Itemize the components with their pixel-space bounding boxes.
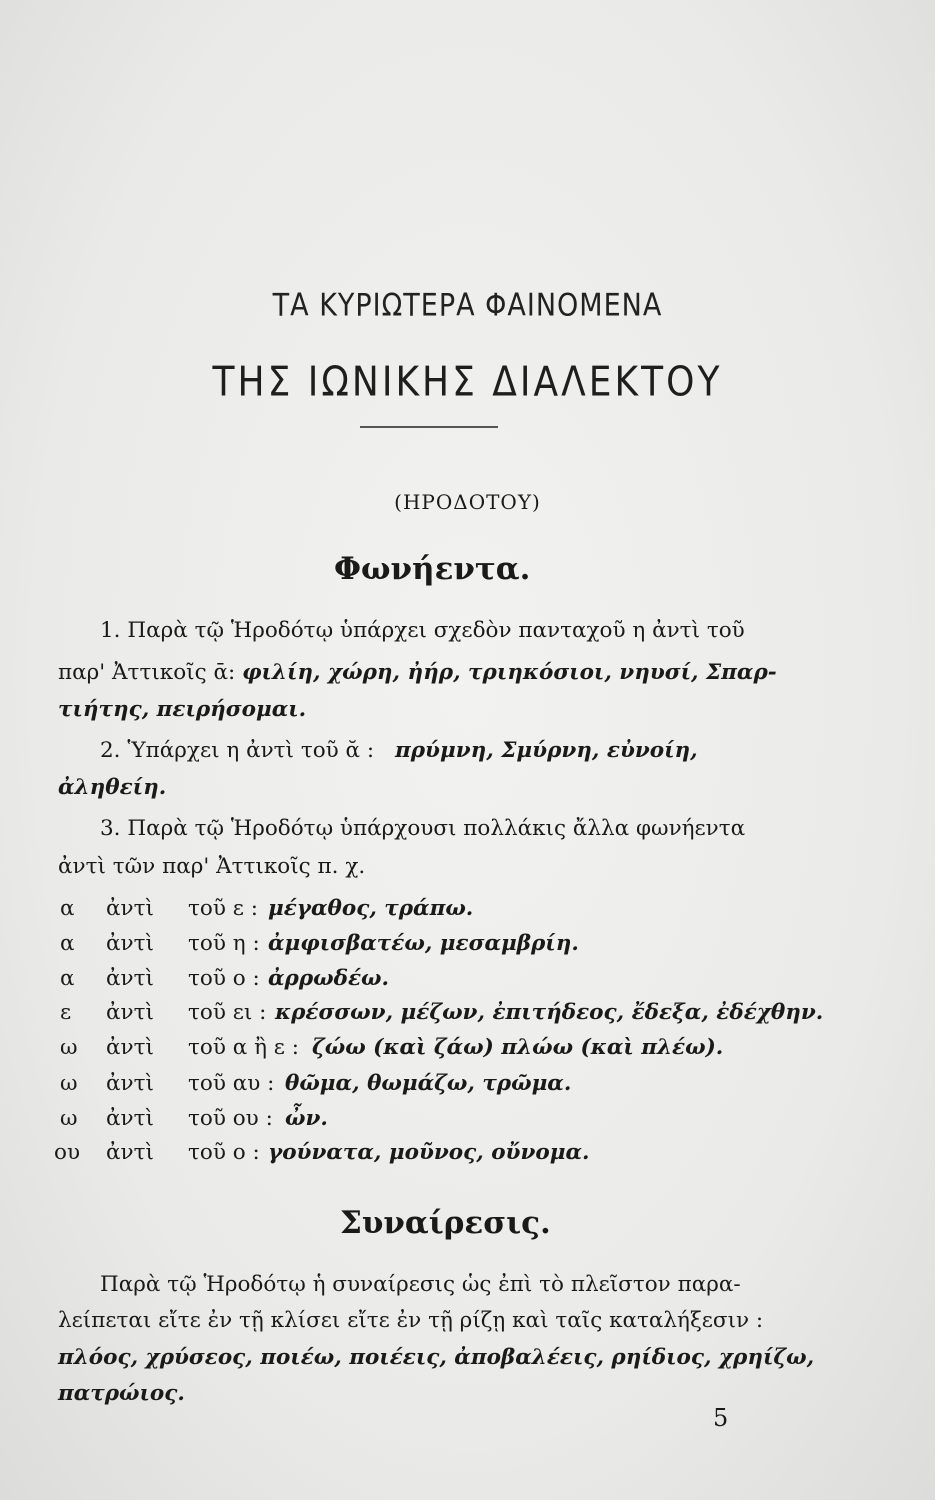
para2-line1-plain: 2. Ὑπάρχει η ἀντὶ τοῦ ᾰ : xyxy=(100,738,375,763)
row8-key: ου xyxy=(54,1140,81,1165)
para1-line2 xyxy=(58,660,777,685)
row4-anti: ἀντὶ xyxy=(106,1000,154,1025)
row2-expr: ἀμφισβατέω, μεσαμβρίη. xyxy=(268,931,579,956)
row8-anti: ἀντὶ xyxy=(106,1140,154,1165)
row4-key: ε xyxy=(60,1000,72,1025)
row1-anti: ἀντὶ xyxy=(106,896,154,921)
para3-line1: 3. Παρὰ τῷ Ἡροδότῳ ὑπάρχουσι πολλάκις ἄλλα φωνήεντα xyxy=(100,816,746,841)
para2-line1 xyxy=(100,738,698,763)
para2-line2: ἀληθείη. xyxy=(58,775,167,800)
row1-tou: τοῦ ε : xyxy=(188,896,258,921)
para2-line1-examples: πρύμνη, Σμύρνη, εὐνοίη, xyxy=(395,738,698,763)
row6-key: ω xyxy=(60,1071,78,1096)
row6-anti: ἀντὶ xyxy=(106,1071,154,1096)
row4-expr: κρέσσων, μέζων, ἐπιτήδεος, ἔδεξα, ἐδέχθην. xyxy=(275,1000,824,1025)
contraction-line1: Παρὰ τῷ Ἡροδότῳ ἡ συναίρεσις ὡς ἐπὶ τὸ πλεῖστον παρα- xyxy=(100,1272,741,1297)
row6-expr: θῶμα, θωμάζω, τρῶμα. xyxy=(285,1071,572,1096)
row5-anti: ἀντὶ xyxy=(106,1035,154,1060)
para1-line3: τιήτης, πειρήσομαι. xyxy=(58,697,307,722)
heading-rule xyxy=(360,426,498,428)
row1-key: α xyxy=(60,896,75,921)
row3-tou: τοῦ ο : xyxy=(188,966,260,991)
row2-tou: τοῦ η : xyxy=(188,931,260,956)
section-title-vowels: Φωνήεντα. xyxy=(334,551,531,587)
para1-line1: 1. Παρὰ τῷ Ἡροδότῳ ὑπάρχει σχεδὸν πανταχοῦ η ἀντὶ τοῦ xyxy=(100,618,745,643)
row4-tou: τοῦ ει : xyxy=(188,1000,267,1025)
row2-key: α xyxy=(60,931,75,956)
row7-anti: ἀντὶ xyxy=(106,1106,154,1131)
row6-tou: τοῦ αυ : xyxy=(188,1071,275,1096)
row5-expr: ζώω (καὶ ζάω) πλώω (καὶ πλέω). xyxy=(312,1035,724,1060)
contraction-line4: πατρώιος. xyxy=(58,1381,185,1406)
contraction-line2: λείπεται εἴτε ἐν τῇ κλίσει εἴτε ἐν τῇ ρίζῃ καὶ ταῖς καταλήξεσιν : xyxy=(58,1308,764,1333)
row3-key: α xyxy=(60,966,75,991)
para1-line2-examples: φιλίη, χώρη, ἠήρ, τριηκόσιοι, νηυσί, Σπαρ- xyxy=(242,660,777,685)
heading-line-1: ΤΑ ΚΥΡΙΩΤΕΡΑ ΦΑΙΝΟΜΕΝΑ xyxy=(272,287,663,324)
row5-key: ω xyxy=(60,1035,78,1060)
row8-expr: γούνατα, μοῦνος, οὔνομα. xyxy=(268,1140,590,1165)
contraction-line3: πλόος, χρύσεος, ποιέω, ποιέεις, ἀποβαλέεις, ρηίδιος, χρηίζω, xyxy=(58,1345,815,1370)
page-number: 5 xyxy=(713,1404,729,1432)
para3-line2: ἀντὶ τῶν παρ' Ἀττικοῖς π. χ. xyxy=(58,854,366,879)
row3-expr: ἀρρωδέω. xyxy=(268,966,389,991)
section-title-contraction: Συναίρεσις. xyxy=(340,1205,551,1241)
author-subtitle: (ΗΡΟΔΟΤΟΥ) xyxy=(394,490,541,514)
row1-expr: μέγαθος, τράπω. xyxy=(268,896,474,921)
row7-tou: τοῦ ου : xyxy=(188,1106,273,1131)
row2-anti: ἀντὶ xyxy=(106,931,154,956)
para1-line2-plain: παρ' Ἀττικοῖς ᾱ: xyxy=(58,660,236,685)
row8-tou: τοῦ ο : xyxy=(188,1140,260,1165)
row7-expr: ὦν. xyxy=(285,1106,328,1131)
row7-key: ω xyxy=(60,1106,78,1131)
heading-line-2: ΤΗΣ ΙΩΝΙΚΗΣ ΔΙΑΛΕΚΤΟΥ xyxy=(212,358,723,407)
row5-tou: τοῦ α ἢ ε : xyxy=(188,1035,300,1060)
row3-anti: ἀντὶ xyxy=(106,966,154,991)
